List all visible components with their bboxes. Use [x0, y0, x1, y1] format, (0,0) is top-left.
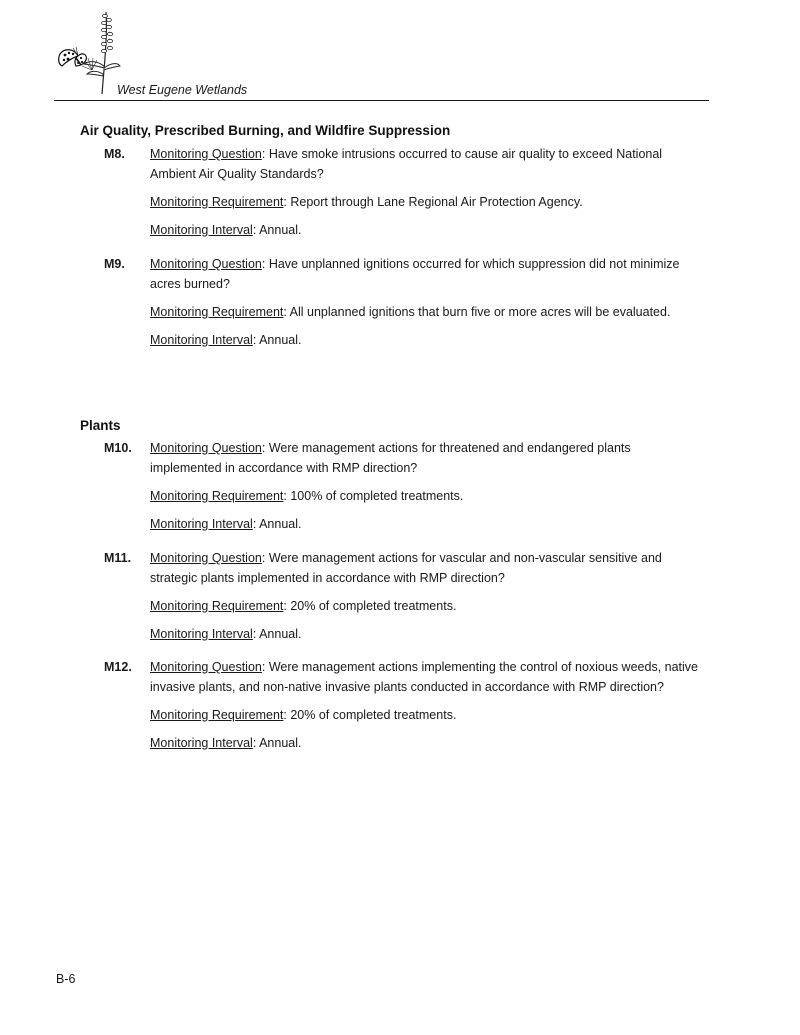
monitoring-item-m12 — [104, 657, 704, 753]
requirement-text: : All unplanned ignitions that burn five or more acres will be evaluated. — [283, 305, 671, 319]
interval-text: : Annual. — [252, 517, 302, 531]
monitoring-requirement — [150, 192, 704, 212]
requirement-text: : 100% of completed treatments. — [283, 489, 464, 503]
interval-label: Monitoring Interval — [150, 627, 253, 641]
monitoring-interval — [150, 624, 704, 644]
monitoring-requirement — [150, 705, 704, 725]
header-title: West Eugene Wetlands — [117, 83, 248, 97]
monitoring-interval — [150, 330, 704, 350]
section-heading-plants: Plants — [80, 418, 121, 433]
page-number: B-6 — [56, 972, 76, 986]
item-number: M12. — [104, 660, 132, 674]
question-text: : Were management actions for threatened and endangered plants implemented in accordance with RMP direction? — [150, 441, 631, 475]
requirement-label: Monitoring Requirement — [150, 195, 284, 209]
monitoring-question — [150, 657, 704, 697]
header-logo — [56, 8, 122, 98]
question-label: Monitoring Question — [150, 660, 262, 674]
question-text: : Have smoke intrusions occurred to cause air quality to exceed National Ambient Air Quality Standards? — [150, 147, 663, 181]
butterfly-wildflower-icon — [56, 8, 122, 98]
interval-text: : Annual. — [252, 333, 302, 347]
monitoring-question — [150, 144, 704, 184]
monitoring-interval — [150, 220, 704, 240]
section-heading-air-quality: Air Quality, Prescribed Burning, and Wildfire Suppression — [80, 123, 451, 138]
monitoring-interval — [150, 514, 704, 534]
requirement-text: : 20% of completed treatments. — [283, 599, 457, 613]
requirement-label: Monitoring Requirement — [150, 708, 284, 722]
question-text: : Have unplanned ignitions occurred for which suppression did not minimize acres burned? — [150, 257, 680, 291]
monitoring-question — [150, 548, 704, 588]
requirement-label: Monitoring Requirement — [150, 489, 284, 503]
item-number: M8. — [104, 147, 125, 161]
monitoring-question — [150, 254, 704, 294]
requirement-text: : Report through Lane Regional Air Protection Agency. — [283, 195, 583, 209]
monitoring-interval — [150, 733, 704, 753]
interval-label: Monitoring Interval — [150, 333, 253, 347]
question-text: : Were management actions implementing the control of noxious weeds, native invasive plants, and non-native invasive plants conducted in accordance with RMP direction? — [150, 660, 698, 694]
interval-text: : Annual. — [252, 736, 302, 750]
interval-text: : Annual. — [252, 223, 302, 237]
monitoring-requirement — [150, 486, 704, 506]
monitoring-item-m10 — [104, 438, 704, 534]
monitoring-item-m11 — [104, 548, 704, 644]
question-text: : Were management actions for vascular and non-vascular sensitive and strategic plants implemented in accordance with RMP direction? — [150, 551, 662, 585]
monitoring-requirement — [150, 596, 704, 616]
interval-label: Monitoring Interval — [150, 517, 253, 531]
monitoring-requirement — [150, 302, 704, 322]
question-label: Monitoring Question — [150, 257, 262, 271]
interval-text: : Annual. — [252, 627, 302, 641]
question-label: Monitoring Question — [150, 147, 262, 161]
item-number: M9. — [104, 257, 125, 271]
header-rule — [54, 100, 709, 101]
monitoring-item-m9 — [104, 254, 704, 350]
requirement-label: Monitoring Requirement — [150, 599, 284, 613]
monitoring-question — [150, 438, 704, 478]
monitoring-item-m8 — [104, 144, 704, 240]
interval-label: Monitoring Interval — [150, 223, 253, 237]
item-number: M11. — [104, 551, 132, 565]
question-label: Monitoring Question — [150, 441, 262, 455]
requirement-text: : 20% of completed treatments. — [283, 708, 457, 722]
requirement-label: Monitoring Requirement — [150, 305, 284, 319]
interval-label: Monitoring Interval — [150, 736, 253, 750]
item-number: M10. — [104, 441, 132, 455]
question-label: Monitoring Question — [150, 551, 262, 565]
